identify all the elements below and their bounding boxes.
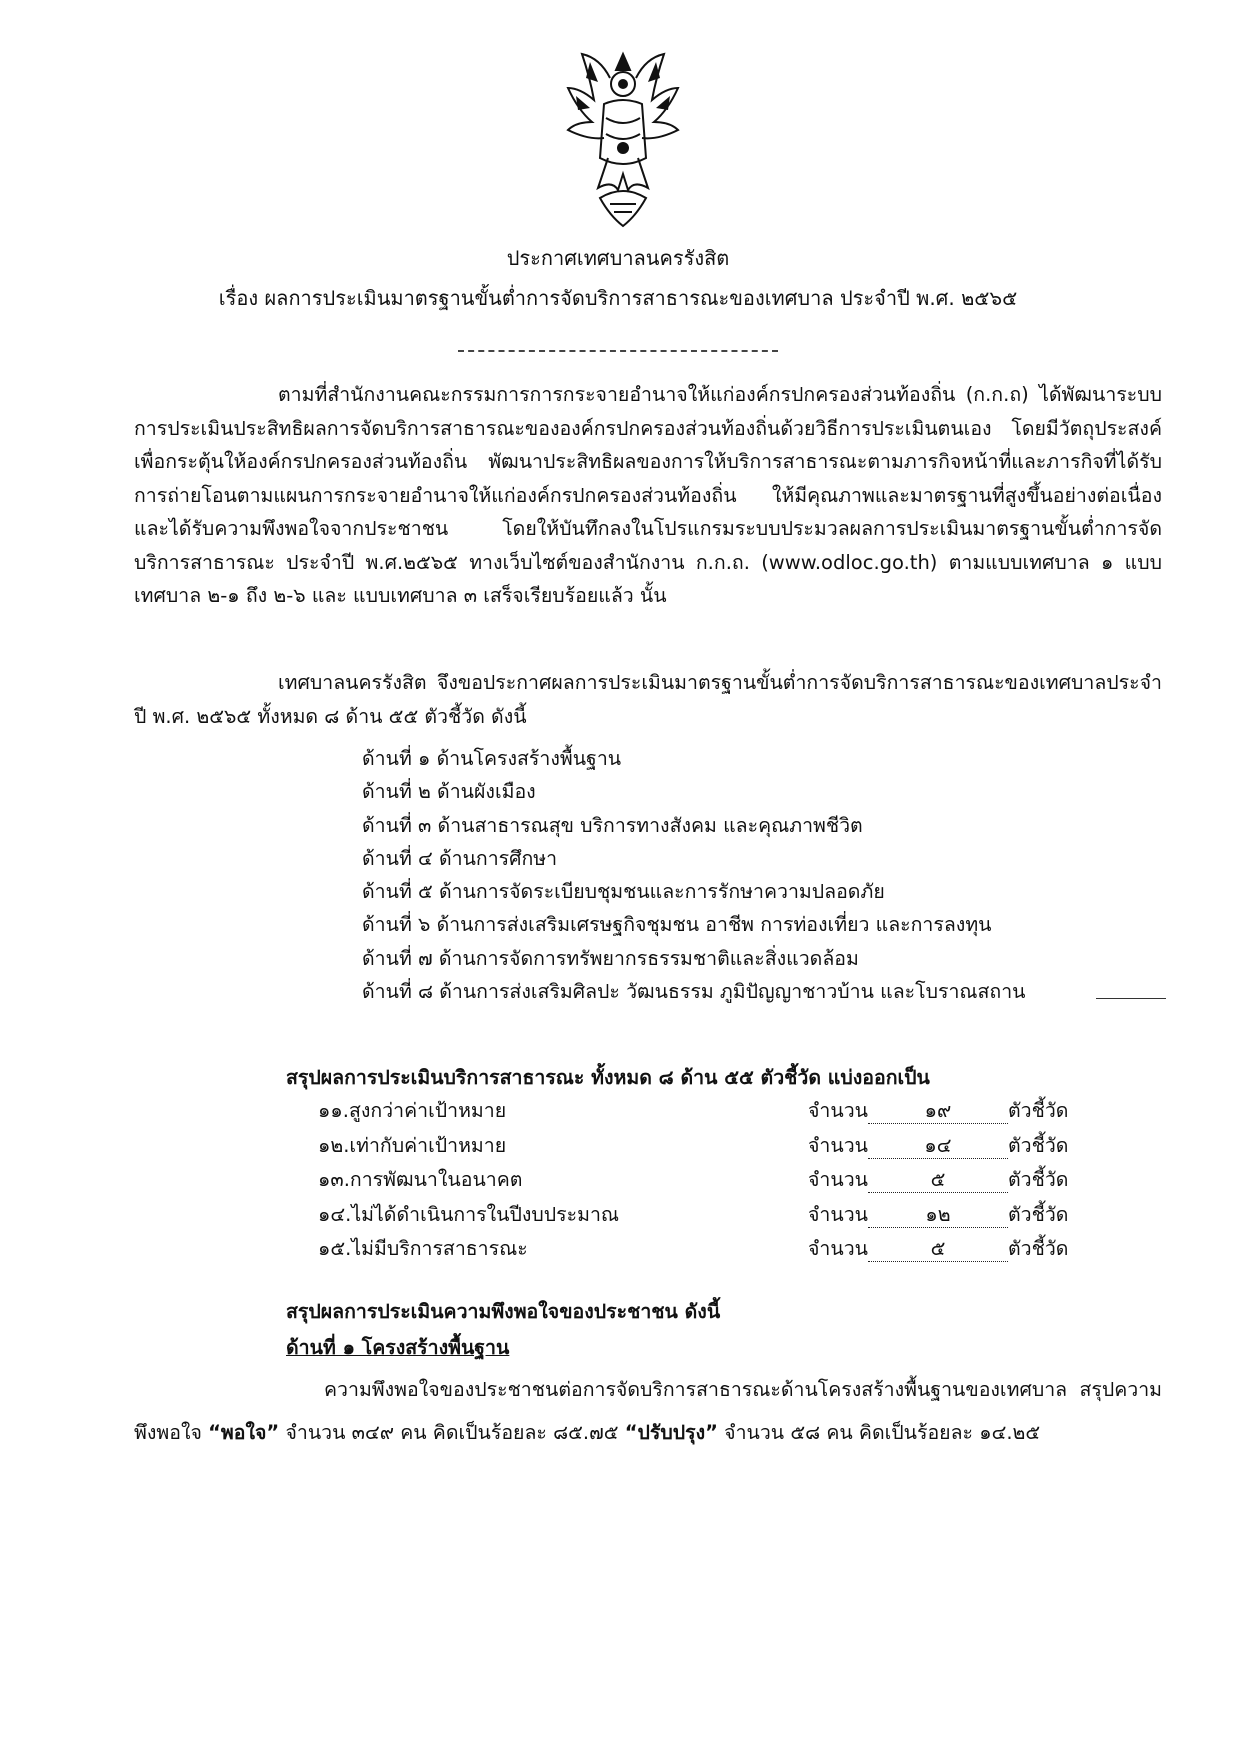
result-value: ๑๒ — [868, 1203, 1008, 1228]
result-label: ๑๔.ไม่ได้ดำเนินการในปีงบประมาณ — [318, 1202, 619, 1226]
improve-label: “ปรับปรุง” — [624, 1421, 718, 1444]
aspect1-heading: ด้านที่ ๑ โครงสร้างพื้นฐาน — [286, 1336, 510, 1359]
unit-label: ตัวชี้วัด — [1008, 1168, 1069, 1192]
aspect1-text: จำนวน ๕๘ คน คิดเป็นร้อยละ ๑๔.๒๕ — [717, 1421, 1041, 1444]
result-row — [318, 1163, 1078, 1198]
aspect-item: ด้านที่ ๒ ด้านผังเมือง — [362, 780, 536, 804]
result-label: ๑๑.สูงกว่าค่าเป้าหมาย — [318, 1099, 507, 1122]
result-row — [318, 1198, 1078, 1233]
stray-line — [1096, 998, 1166, 999]
intro-paragraph: ตามที่สำนักงานคณะกรรมการการกระจายอำนาจให้แก่องค์กรปกครองส่วนท้องถิ่น (ก.ก.ถ) ได้พัฒนาระบบการประเมินประสิทธิผลการจัดบริการสาธารณะขององค์กรปกครองส่วนท้องถิ่นด้วยวิธีการประเมินตนเอง โดยมีวัตถุประสงค์เพื่อกระตุ้นให้องค์กรปกครองส่วนท้องถิ่น พัฒนาประสิทธิผลของการให้บริการสาธารณะตามภารกิจหน้าที่และภารกิจที่ได้รับการถ่ายโอนตามแผนการกระจายอำนาจให้แก่องค์กรปกครองส่วนท้องถิ่น ให้มีคุณภาพและมาตรฐานที่สูงขึ้นอย่างต่อเนื่อง และได้รับความพึงพอใจจากประชาชน โดยให้บันทึกลงในโปรแกรมระบบประมวลผลการประเมินมาตรฐานขั้นต่ำการจัดบริการสาธารณะ ประจำปี พ.ศ.๒๕๖๕ ทางเว็บไซต์ของสำนักงาน ก.ก.ถ. (www.odloc.go.th) ตามแบบเทศบาล ๑ แบบเทศบาล ๒-๑ ถึง ๒-๖ และ แบบเทศบาล ๓ เสร็จเรียบร้อยแล้ว นั้น — [134, 383, 1162, 607]
unit-label: ตัวชี้วัด — [1008, 1133, 1069, 1157]
result-row — [318, 1232, 1078, 1267]
aspect-item: ด้านที่ ๓ ด้านสาธารณสุข บริการทางสังคม และคุณภาพชีวิต — [362, 813, 863, 837]
garuda-emblem-icon — [560, 48, 686, 230]
unit-label: ตัวชี้วัด — [1008, 1237, 1069, 1261]
announcement-title: ประกาศเทศบาลนครรังสิต — [506, 246, 730, 270]
aspect1-text: ความพึงพอใจของประชาชนต่อการจัดบริการสาธารณะด้านโครงสร้างพื้นฐานของเทศบาล สรุปความพึงพอใจ — [134, 1378, 1162, 1444]
count-label: จำนวน — [808, 1202, 868, 1226]
count-label: จำนวน — [808, 1099, 868, 1122]
result-value: ๑๔ — [868, 1134, 1008, 1159]
result-row — [318, 1094, 1078, 1129]
announcement-paragraph: เทศบาลนครรังสิต จึงขอประกาศผลการประเมินมาตรฐานขั้นต่ำการจัดบริการสาธารณะของเทศบาลประจำปี พ.ศ. ๒๕๖๕ ทั้งหมด ๘ ด้าน ๕๕ ตัวชี้วัด ดังนี้ — [134, 671, 1162, 728]
aspect-item: ด้านที่ ๘ ด้านการส่งเสริมศิลปะ วัฒนธรรม ภูมิปัญญาชาวบ้าน และโบราณสถาน — [362, 980, 1026, 1004]
result-row — [318, 1129, 1078, 1164]
satisfied-label: “พอใจ” — [208, 1421, 280, 1444]
result-label: ๑๕.ไม่มีบริการสาธารณะ — [318, 1237, 528, 1261]
unit-label: ตัวชี้วัด — [1008, 1099, 1069, 1122]
satisfaction-heading: สรุปผลการประเมินความพึงพอใจของประชาชน ดังนี้ — [286, 1300, 721, 1323]
announcement-subject: เรื่อง ผลการประเมินมาตรฐานขั้นต่ำการจัดบริการสาธารณะของเทศบาล ประจำปี พ.ศ. ๒๕๖๕ — [218, 286, 1018, 310]
aspect-item: ด้านที่ ๗ ด้านการจัดการทรัพยากรธรรมชาติและสิ่งแวดล้อม — [362, 946, 859, 970]
result-value: ๕ — [868, 1237, 1008, 1262]
title-divider — [458, 350, 778, 352]
result-label: ๑๓.การพัฒนาในอนาคต — [318, 1168, 523, 1192]
aspect-list — [362, 742, 1026, 1008]
aspect-item: ด้านที่ ๖ ด้านการส่งเสริมเศรษฐกิจชุมชน อาชีพ การท่องเที่ยว และการลงทุน — [362, 913, 992, 937]
aspect-item: ด้านที่ ๑ ด้านโครงสร้างพื้นฐาน — [362, 747, 622, 770]
count-label: จำนวน — [808, 1237, 868, 1261]
aspect-item: ด้านที่ ๔ ด้านการศึกษา — [362, 846, 558, 870]
aspect1-paragraph — [134, 1368, 1162, 1454]
aspect-item: ด้านที่ ๕ ด้านการจัดระเบียบชุมชนและการรักษาความปลอดภัย — [362, 880, 885, 904]
summary-heading: สรุปผลการประเมินบริการสาธารณะ ทั้งหมด ๘ ด้าน ๕๕ ตัวชี้วัด แบ่งออกเป็น — [286, 1066, 930, 1089]
count-label: จำนวน — [808, 1168, 868, 1192]
results-list — [318, 1094, 1078, 1267]
aspect1-text: จำนวน ๓๔๙ คน คิดเป็นร้อยละ ๘๕.๗๕ — [279, 1421, 625, 1444]
result-value: ๑๙ — [868, 1099, 1008, 1124]
unit-label: ตัวชี้วัด — [1008, 1202, 1069, 1226]
count-label: จำนวน — [808, 1133, 868, 1157]
result-value: ๕ — [868, 1168, 1008, 1193]
result-label: ๑๒.เท่ากับค่าเป้าหมาย — [318, 1133, 507, 1157]
